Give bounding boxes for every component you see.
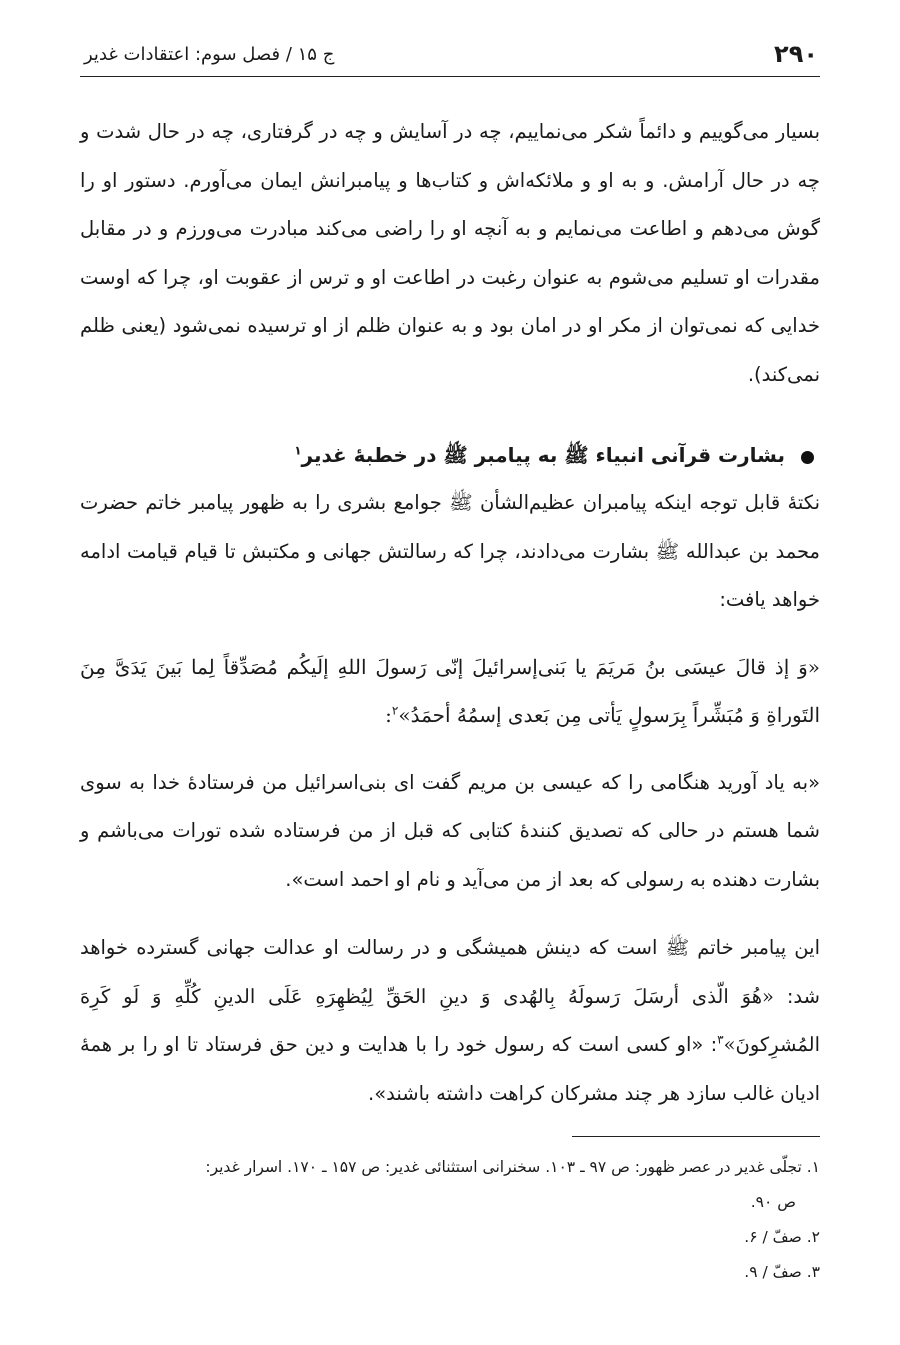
section-heading-text [294, 443, 785, 472]
section-heading [80, 435, 820, 479]
quote-colon: : [385, 702, 392, 727]
book-page [80, 0, 820, 1345]
quran-quote-text: «وَ إذ قالَ عیسَی بنُ مَریَمَ یا بَنی‌إسرائیلَ إنّی رَسولَ اللهِ إلَیکُم مُصَدِّقاً لِما بَینَ یَدَیَّ مِنَ التَوراةِ وَ مُبَشِّراً بِرَسولٍ یَأتی مِن بَعدی إسمُهُ أحمَدُ» [80, 654, 820, 727]
closing-paragraph [80, 924, 820, 1118]
page-number: ۲۹۰ [774, 40, 818, 68]
bullet-icon [801, 451, 814, 464]
translation-paragraph: «به یاد آورید هنگامی را که عیسی بن مریم گفت ای بنی‌اسرائیل من فرستادهٔ خدا به سوی شما هستم در حالی که تصدیق کنندهٔ کتابی که قبل از من فرستاده شده تورات می‌باشم و بشارت دهنده به رسولی که بعد از من می‌آید و نام او احمد است». [80, 770, 820, 891]
page-header [80, 32, 820, 77]
footnote-divider [572, 1136, 820, 1137]
running-head: ج ۱۵ / فصل سوم: اعتقادات غدیر [84, 43, 335, 65]
heading-label: بشارت قرآنی انبیاء ﷺ به پیامبر ﷺ در خطبهٔ غدیر [301, 442, 785, 467]
footnote-ref: ۳ [717, 1032, 724, 1047]
footnote-item: ۳. صفّ / ۹. [744, 1263, 820, 1281]
footnote-item: ۱. تجلّی غدیر در عصر ظهور: ص ۹۷ ـ ۱۰۳. سخنرانی استثنائی غدیر: ص ۱۵۷ ـ ۱۷۰. اسرار غدیر: [205, 1158, 820, 1176]
quran-quote [80, 643, 820, 739]
footnotes [80, 1150, 820, 1290]
page-body [80, 108, 820, 1118]
footnote-continuation: ص ۹۰. [750, 1193, 796, 1211]
footnote-item: ۲. صفّ / ۶. [744, 1228, 820, 1246]
closing-verse: «هُوَ الّذی أرسَلَ رَسولَهُ بِالهُدی وَ دینِ الحَقِّ لِیُظهِرَهِ عَلَی الدینِ کُلِّهِ وَ لَو کَرِهَ المُشرِکونَ» [80, 984, 820, 1056]
footnote-ref: ۲ [391, 702, 399, 717]
closing-text: این پیامبر خاتم ﷺ است که دینش همیشگی و در رسالت او عدالت جهانی گسترده خواهد شد: [80, 936, 820, 1008]
footnote-ref: ۱ [294, 442, 302, 457]
paragraph: بسیار می‌گوییم و دائماً شکر می‌نماییم، چه در آسایش و چه در گرفتاری، چه در حال شدت و چه در حال آرامش. و به او و ملائکه‌اش و کتاب‌ها و پیامبرانش ایمان می‌آورم. دستور او را گوش می‌دهم و اطاعت می‌نمایم و به آنچه او را راضی می‌کند مبادرت می‌ورزم و در مقابل مقدرات او تسلیم می‌شوم به عنوان رغبت در اطاعت او و ترس از عقوبت او، چرا که اوست خدایی که نمی‌توان از مکر او در امان بود و به عنوان ظلم از او ترسیده نمی‌شود (یعنی ظلم نمی‌کند). [80, 120, 820, 386]
closing-translation: : «او کسی است که رسول خود را با هدایت و دین حق فرستاد تا او را بر همهٔ ادیان غالب سازد هر چند مشرکان کراهت داشته باشند». [80, 1033, 820, 1105]
intro-paragraph: نکتهٔ قابل توجه اینکه پیامبران عظیم‌الشأن ﷺ جوامع بشری را به ظهور پیامبر خاتم حضرت محمد بن عبدالله ﷺ بشارت می‌دادند، چرا که رسالتش جهانی و مکتبش تا قیام قیامت ادامه خواهد یافت: [80, 491, 820, 611]
